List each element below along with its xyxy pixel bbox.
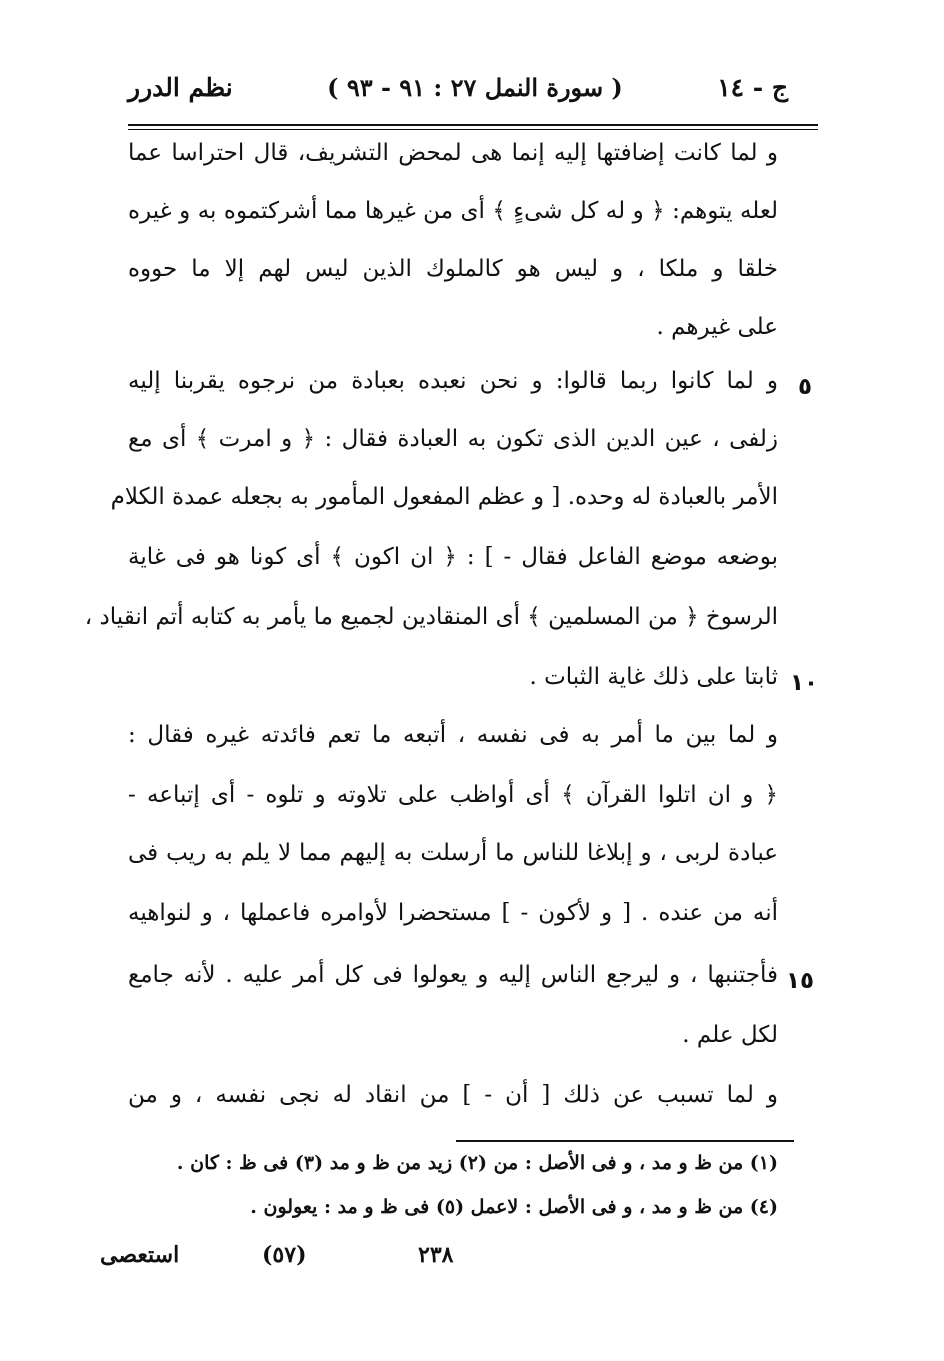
text-line: عبادة لربى ، و إبلاغا للناس ما أرسلت به إليهم مما لا يلم به ريب فى	[128, 840, 778, 866]
text-line: و لما كانوا ربما قالوا: و نحن نعبده بعبادة من نرجوه يقربنا إليه	[128, 368, 778, 394]
footnote: (٤) من ظ و مد ، و فى الأصل : لاعمل (٥) فى ظ و مد : يعولون .	[250, 1196, 778, 1218]
text-line: خلقا و ملكا ، و ليس هو كالملوك الذين ليس لهم إلا ما حووه	[128, 256, 778, 282]
footnote: (١) من ظ و مد ، و فى الأصل : من (٢) زيد من ظ و مد (٣) فى ظ : كان .	[176, 1152, 778, 1174]
catchword: استعصى	[100, 1242, 180, 1268]
volume-number: ج - ١٤	[717, 72, 788, 102]
book-title: نظم الدرر	[128, 72, 233, 102]
page-footer	[100, 1236, 510, 1276]
text-line: لعله يتوهم: ﴿ و له كل شیءٍ ﴾ أی من غیرها مما أشركتموه به و غيره	[128, 198, 778, 224]
page-number: ٢٣٨	[418, 1242, 454, 1268]
text-line: ﴿ و ان اتلوا القرآن ﴾ أى أواظب على تلاوته و تلوه - أى إتباعه -	[128, 782, 778, 808]
plate-number: (٥٧)	[262, 1242, 307, 1268]
text-line: بوضعه موضع الفاعل فقال - ] : ﴿ ان اكون ﴾ أى كونا هو فى غاية	[128, 544, 778, 570]
text-line: الرسوخ ﴿ من المسلمين ﴾ أى المنقادين لجميع ما يأمر به كتابه أتم انقياد ،	[84, 604, 778, 630]
text-line: و لما تسبب عن ذلك [ أن - ] من انقاد له نجى نفسه ، و من	[128, 1082, 778, 1108]
sura-reference: ( سورة النمل ٢٧ : ٩١ - ٩٣ )	[327, 72, 623, 102]
header-rule-thin	[128, 129, 818, 130]
text-line: لكل علم .	[682, 1022, 778, 1048]
text-line: و لما بين ما أمر به فى نفسه ، أتبعه ما تعم فائدته غيره فقال :	[128, 722, 778, 748]
text-line: زلفى ، عين الدين الذى تكون به العبادة فقال : ﴿ و امرت ﴾ أى مع	[128, 426, 778, 452]
footnote-rule	[456, 1140, 794, 1142]
line-number: ٥	[798, 374, 813, 400]
text-line: على غيرهم .	[656, 314, 778, 340]
text-line: ثابتا على ذلك غاية الثبات .	[529, 664, 778, 690]
text-line: و لما كانت إضافتها إليه إنما هى لمحض التشريف، قال احتراسا عما	[128, 140, 778, 166]
running-header	[128, 62, 788, 112]
text-line: فأجتنبها ، و ليرجع الناس إليه و يعولوا فى كل أمر عليه . لأنه جامع	[128, 962, 778, 988]
text-line: أنه من عنده . [ و لأكون - ] مستحضرا لأوامره فاعملها ، و لنواهيه	[128, 900, 778, 926]
line-number: ١٠	[790, 670, 819, 696]
line-number: ١٥	[786, 968, 815, 994]
text-line: الأمر بالعبادة له وحده. [ و عظم المفعول المأمور به بجعله عمدة الكلام	[110, 484, 778, 510]
header-rule	[128, 124, 818, 126]
